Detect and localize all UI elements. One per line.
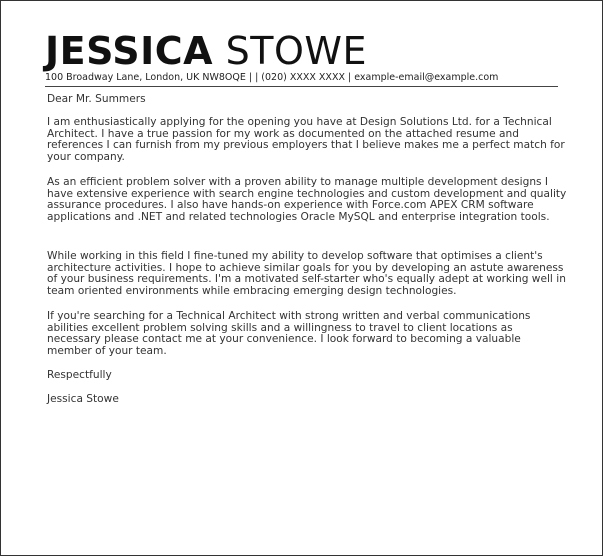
paragraph-4: If you're searching for a Technical Architect with strong written and verbal communications abilities excellent problem solving skills and a willingness to travel to client locations as necessary please contact me at your convenience. I look forward to becoming a valuable member of your team. xyxy=(47,310,531,357)
first-name: JESSICA xyxy=(45,29,214,73)
contact-line: 100 Broadway Lane, London, UK NW8OQE | | (020) XXXX XXXX | example-email@example.com xyxy=(45,72,499,83)
header-divider xyxy=(45,86,558,87)
signature: Jessica Stowe xyxy=(47,393,119,405)
applicant-name xyxy=(45,31,367,71)
paragraph-1: I am enthusiastically applying for the opening you have at Design Solutions Ltd. for a Technical Architect. I have a true passion for my work as documented on the attached resume and references I can furnish from my previous employers that I believe makes me a perfect match for your company. xyxy=(47,116,565,163)
paragraph-2: As an efficient problem solver with a proven ability to manage multiple development designs I have extensive experience with search engine technologies and custom development and quality assurance procedures. I also have hands-on experience with Force.com APEX CRM software applications and .NET and related technologies Oracle MySQL and enterprise integration tools. xyxy=(47,176,567,223)
last-name: STOWE xyxy=(225,29,367,73)
salutation: Dear Mr. Summers xyxy=(47,93,146,105)
closing: Respectfully xyxy=(47,369,112,381)
paragraph-3: While working in this field I fine-tuned my ability to develop software that optimises a client's architecture activities. I hope to achieve similar goals for you by developing an astute awareness of your business requirements. I'm a motivated self-starter who's equally adept at working well in team oriented environments while embracing emerging design technologies. xyxy=(47,250,566,297)
